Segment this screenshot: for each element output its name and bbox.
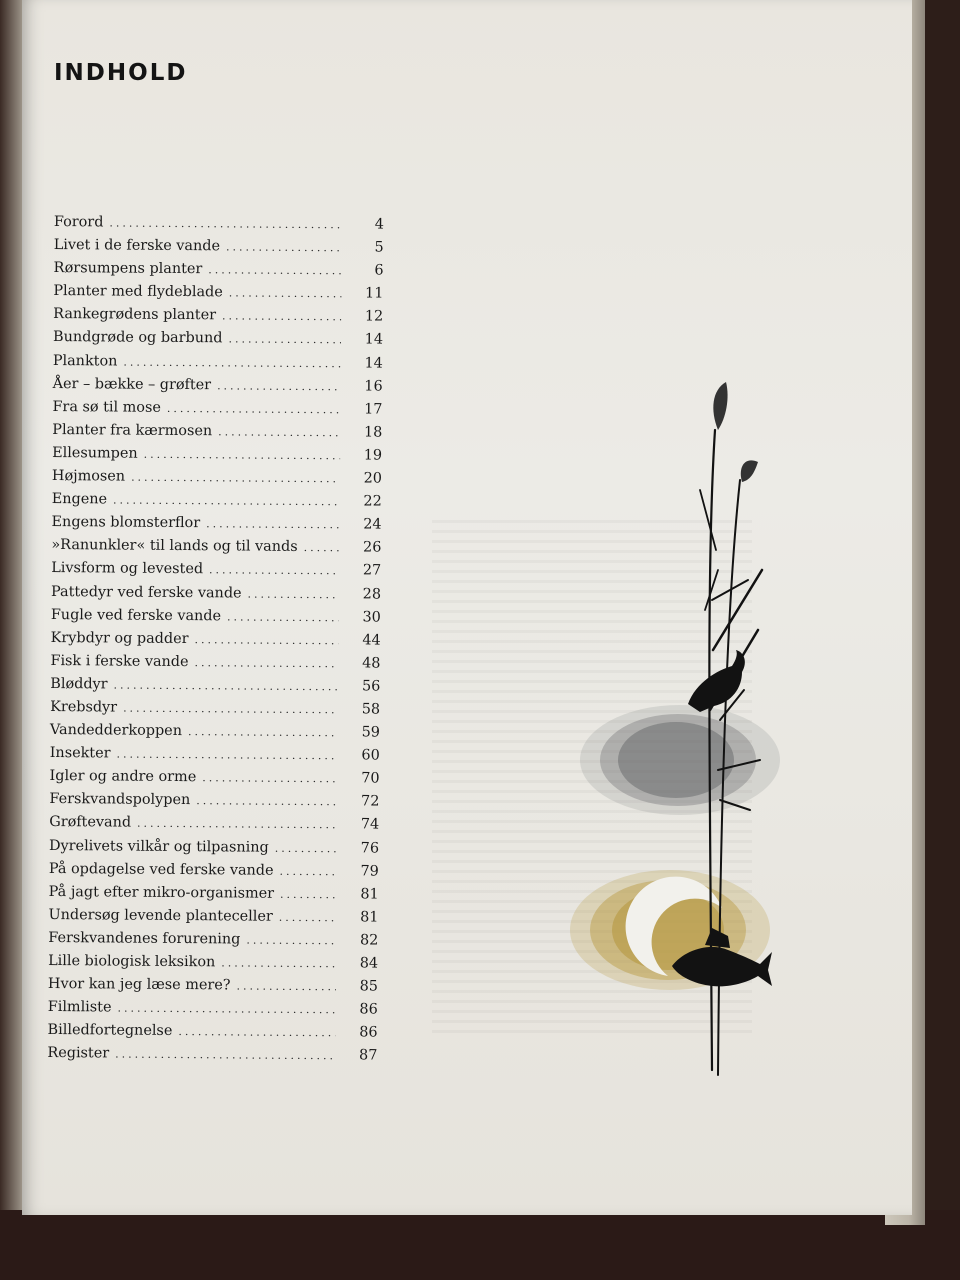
toc-entry-page-number: 24: [363, 516, 382, 533]
reed-plume-2: [741, 460, 758, 482]
toc-entry: [50, 653, 380, 679]
toc-entry-page-number: 86: [359, 1024, 378, 1041]
toc-entry: [50, 699, 380, 725]
toc-entry-page-number: 28: [362, 585, 382, 603]
dot-leader: [229, 287, 342, 301]
dot-leader: [208, 263, 341, 277]
toc-entry: [52, 491, 382, 517]
toc-entry-page-number: 72: [361, 793, 380, 810]
dot-leader: [131, 471, 340, 486]
toc-entry-title: Ferskvandspolypen: [49, 791, 191, 809]
toc-entry-title: Plankton: [52, 352, 118, 370]
toc-entry: [49, 861, 379, 887]
toc-entry-title: Hvor kan jeg læse mere?: [47, 976, 231, 994]
dot-leader: [144, 448, 341, 463]
toc-entry: [53, 329, 383, 355]
toc-entry-title: Krybdyr og padder: [50, 629, 189, 647]
toc-entry: [48, 976, 378, 1002]
toc-entry: [54, 237, 384, 263]
toc-entry-title: Bløddyr: [50, 675, 108, 693]
toc-entry-page-number: 60: [361, 747, 380, 764]
toc-entry: [49, 768, 379, 794]
dot-leader: [202, 771, 337, 785]
dot-leader: [280, 888, 337, 901]
dot-leader: [206, 517, 340, 531]
toc-entry: [53, 353, 383, 379]
dot-leader: [114, 678, 339, 693]
dot-leader: [236, 980, 336, 994]
toc-entry-title: Krebsdyr: [50, 698, 118, 716]
toc-entry: [49, 814, 379, 840]
toc-entry-title: Rørsumpens planter: [53, 260, 203, 278]
toc-entry-page-number: 56: [361, 678, 381, 695]
toc-entry: [53, 376, 383, 402]
toc-entry-title: Pattedyr ved ferske vande: [50, 583, 242, 601]
toc-entry-title: Højmosen: [51, 468, 126, 485]
dot-leader: [113, 494, 340, 509]
toc-entry-page-number: 86: [359, 1001, 378, 1018]
dot-leader: [217, 379, 341, 393]
toc-entry-page-number: 19: [363, 447, 383, 464]
toc-entry: [52, 422, 382, 448]
dot-leader: [137, 817, 337, 832]
toc-entry: [52, 399, 382, 425]
toc-entry-title: Billedfortegnelse: [47, 1022, 173, 1040]
toc-entry: [51, 630, 381, 656]
toc-entry-title: Forord: [53, 214, 104, 231]
dot-leader: [221, 956, 336, 970]
toc-entry-title: Vandedderkoppen: [49, 722, 183, 740]
toc-entry: [47, 1022, 377, 1048]
dot-leader: [123, 355, 341, 370]
reed-plume-1: [713, 382, 727, 430]
toc-entry-page-number: 4: [374, 216, 384, 233]
dot-leader: [115, 1048, 335, 1063]
toc-entry-page-number: 76: [360, 839, 380, 857]
toc-entry: [53, 306, 383, 332]
toc-entry-page-number: 84: [359, 955, 379, 972]
toc-entry-page-number: 18: [363, 424, 383, 441]
toc-entry-page-number: 22: [363, 493, 382, 510]
table-of-contents: [47, 214, 384, 1071]
toc-entry: [51, 560, 381, 586]
toc-entry-page-number: 27: [362, 562, 382, 579]
toc-entry-page-number: 17: [364, 401, 383, 418]
toc-entry-page-number: 74: [360, 816, 380, 834]
toc-entry: [48, 999, 378, 1025]
toc-entry-title: Fugle ved ferske vande: [50, 606, 222, 624]
dot-leader: [194, 633, 338, 647]
toc-entry: [48, 953, 378, 979]
toc-entry-page-number: 16: [364, 378, 383, 395]
dot-leader: [222, 310, 341, 324]
toc-entry-title: Planter med flydeblade: [53, 283, 223, 301]
toc-entry-page-number: 44: [362, 632, 381, 649]
toc-entry: [51, 514, 381, 540]
toc-entry-page-number: 11: [365, 285, 384, 302]
toc-entry-title: Rankegrødens planter: [53, 306, 217, 324]
bird-silhouette: [688, 650, 745, 712]
background-bottom: [0, 1210, 960, 1280]
dot-leader: [248, 587, 340, 601]
upper-moon-halo: [580, 705, 780, 815]
toc-entry-title: Engene: [51, 491, 108, 508]
toc-entry-page-number: 26: [363, 539, 382, 556]
toc-entry-page-number: 20: [363, 470, 382, 487]
toc-entry-title: Filmliste: [47, 999, 112, 1016]
dot-leader: [226, 240, 342, 254]
toc-entry-page-number: 81: [360, 909, 379, 926]
toc-entry-title: Fisk i ferske vande: [50, 652, 189, 670]
toc-entry: [48, 930, 378, 956]
toc-entry: [50, 722, 380, 748]
dot-leader: [218, 425, 340, 439]
toc-entry-title: Igler og andre orme: [49, 768, 197, 786]
page-title: INDHOLD: [54, 60, 188, 86]
toc-entry-title: »Ranunkler« til lands og til vands: [51, 537, 298, 556]
toc-entry: [52, 445, 382, 471]
dot-leader: [280, 864, 337, 877]
toc-entry: [47, 1045, 377, 1071]
toc-entry-page-number: 14: [364, 355, 383, 372]
toc-entry-title: Engens blomsterflor: [51, 514, 201, 532]
dot-leader: [188, 725, 338, 739]
dot-leader: [123, 702, 338, 717]
toc-entry: [54, 214, 384, 240]
toc-entry-title: Livet i de ferske vande: [53, 237, 221, 255]
dot-leader: [109, 216, 342, 231]
toc-entry: [49, 884, 379, 910]
toc-entry-page-number: 81: [360, 886, 379, 903]
toc-entry-title: Livsform og levested: [51, 560, 204, 578]
dot-leader: [167, 402, 341, 416]
toc-entry: [53, 260, 383, 286]
dot-leader: [196, 794, 337, 808]
toc-entry-page-number: 5: [374, 239, 384, 256]
toc-entry-page-number: 14: [364, 331, 384, 349]
toc-entry: [48, 907, 378, 933]
toc-entry: [49, 791, 379, 817]
dot-leader: [246, 933, 336, 947]
toc-entry: [50, 745, 380, 771]
dot-leader: [117, 1002, 335, 1017]
toc-entry-page-number: 30: [362, 609, 381, 626]
dot-leader: [228, 333, 341, 347]
toc-entry-title: Planter fra kærmosen: [52, 421, 213, 440]
toc-entry-page-number: 79: [360, 863, 379, 880]
toc-entry-page-number: 12: [364, 308, 384, 325]
toc-entry-title: Åer – bække – grøfter: [52, 375, 212, 393]
dot-leader: [209, 564, 339, 578]
dot-leader: [227, 610, 339, 624]
toc-entry-page-number: 87: [359, 1047, 378, 1064]
dot-leader: [275, 841, 337, 854]
toc-entry-title: Grøftevand: [49, 814, 132, 832]
toc-entry-title: Dyrelivets vilkår og tilpasning: [48, 837, 269, 856]
toc-entry-page-number: 58: [361, 701, 381, 718]
toc-entry-title: Fra sø til mose: [52, 398, 161, 416]
toc-entry: [49, 838, 379, 864]
toc-entry-title: Bundgrøde og barbund: [52, 329, 223, 347]
toc-entry: [52, 468, 382, 494]
toc-entry: [51, 537, 381, 563]
dot-leader: [279, 911, 337, 924]
dot-leader: [116, 748, 337, 763]
reed-bird-moon-fish-icon: [560, 370, 790, 1090]
toc-entry-title: Ferskvandenes forurening: [48, 929, 241, 948]
toc-entry-title: Lille biologisk leksikon: [48, 952, 216, 971]
toc-entry-title: Register: [47, 1045, 110, 1062]
toc-entry-title: På jagt efter mikro-organismer: [48, 883, 275, 902]
toc-entry-page-number: 70: [361, 770, 380, 787]
toc-entry-page-number: 59: [361, 724, 380, 741]
toc-entry-page-number: 6: [374, 262, 384, 279]
dot-leader: [304, 541, 340, 554]
toc-entry-title: Ellesumpen: [52, 444, 138, 462]
toc-entry-title: På opdagelse ved ferske vande: [48, 860, 274, 879]
toc-entry: [51, 607, 381, 633]
toc-entry-title: Insekter: [49, 745, 111, 762]
toc-entry: [51, 583, 381, 609]
dot-leader: [195, 656, 339, 670]
toc-entry-page-number: 85: [359, 978, 379, 995]
toc-entry-page-number: 48: [362, 655, 381, 672]
toc-entry: [50, 676, 380, 702]
toc-entry-page-number: 82: [359, 932, 379, 949]
toc-entry: [53, 283, 383, 309]
dot-leader: [178, 1025, 335, 1039]
toc-entry-title: Undersøg levende planteceller: [48, 906, 273, 925]
